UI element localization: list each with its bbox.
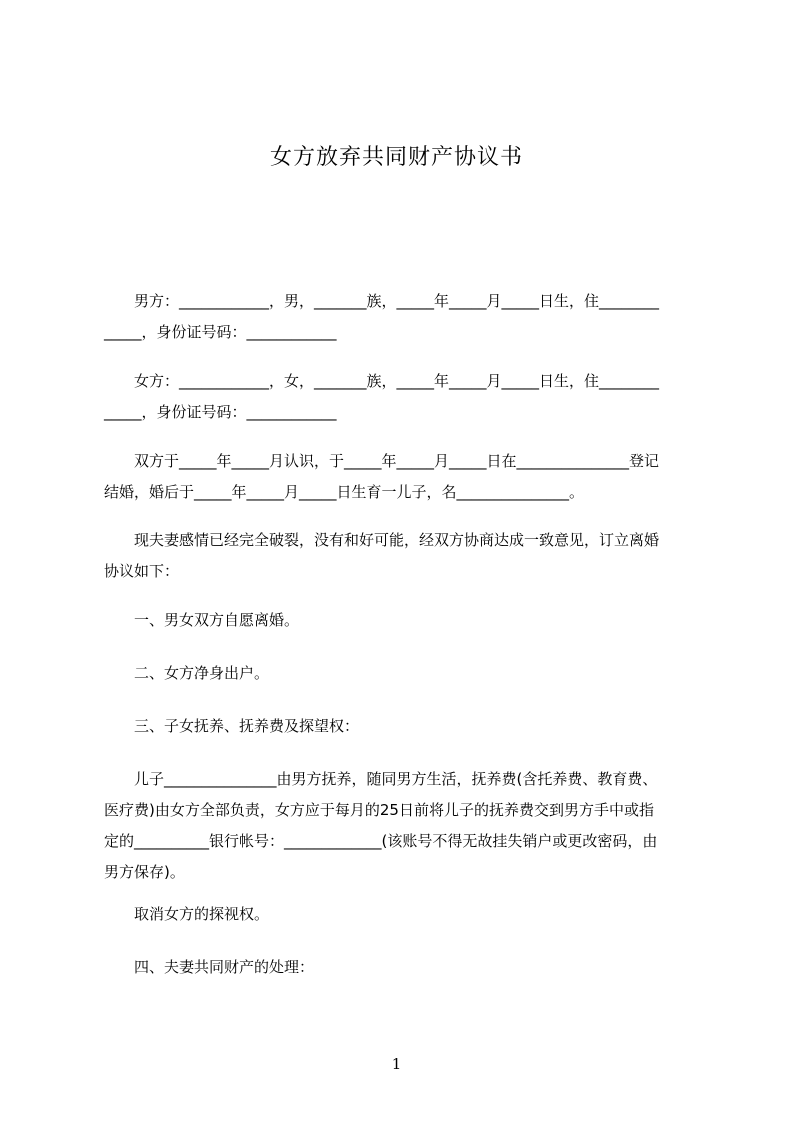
- clause-2: [104, 658, 701, 689]
- text-line: 四、夫妻共同财产的处理：: [104, 958, 315, 976]
- text-line: 三、子女抚养、抚养费及探望权：: [104, 717, 360, 735]
- text-line: 二、女方净身出户。: [104, 664, 270, 682]
- text-line: _____，身份证号码：____________: [104, 323, 337, 341]
- paragraph-visitation: [104, 899, 701, 930]
- paragraph-female-party: [104, 366, 701, 428]
- text-line: _____，身份证号码：____________: [104, 403, 337, 421]
- paragraph-marriage: [104, 446, 701, 508]
- paragraph-intro: [104, 525, 701, 587]
- page-number: 1: [391, 1055, 402, 1073]
- text-line: 男方保存)。: [104, 863, 185, 881]
- text-line: 双方于_____年_____月认识，于_____年_____月_____日在_______________登记: [104, 452, 660, 470]
- text-line: 取消女方的探视权。: [104, 905, 270, 923]
- text-line: 医疗费)由女方全部负责，女方应于每月的25日前将儿子的抚养费交到男方手中或指: [104, 801, 654, 819]
- text-line: 现夫妻感情已经完全破裂，没有和好可能，经双方协商达成一致意见，订立离婚: [104, 531, 660, 549]
- paragraph-male-party: [104, 286, 701, 348]
- text-line: 儿子_______________由男方抚养，随同男方生活，抚养费(含托养费、教育费、: [104, 770, 658, 788]
- text-line: 女方：____________，女，_______族，_____年_____月_____日生，住________: [104, 372, 660, 390]
- clause-3-heading: [104, 711, 701, 742]
- text-line: 结婚，婚后于_____年_____月_____日生育一儿子，名_______________。: [104, 483, 585, 501]
- document-title: 女方放弃共同财产协议书: [269, 145, 523, 170]
- clause-1: [104, 605, 701, 636]
- text-line: 男方：____________，男，_______族，_____年_____月_____日生，住________: [104, 292, 660, 310]
- clause-4-heading: [104, 952, 701, 983]
- paragraph-child-custody: [104, 764, 701, 888]
- text-line: 定的__________银行帐号：_____________(该账号不得无故挂失销户或更改密码，由: [104, 832, 658, 850]
- text-line: 协议如下：: [104, 562, 180, 580]
- text-line: 一、男女双方自愿离婚。: [104, 611, 300, 629]
